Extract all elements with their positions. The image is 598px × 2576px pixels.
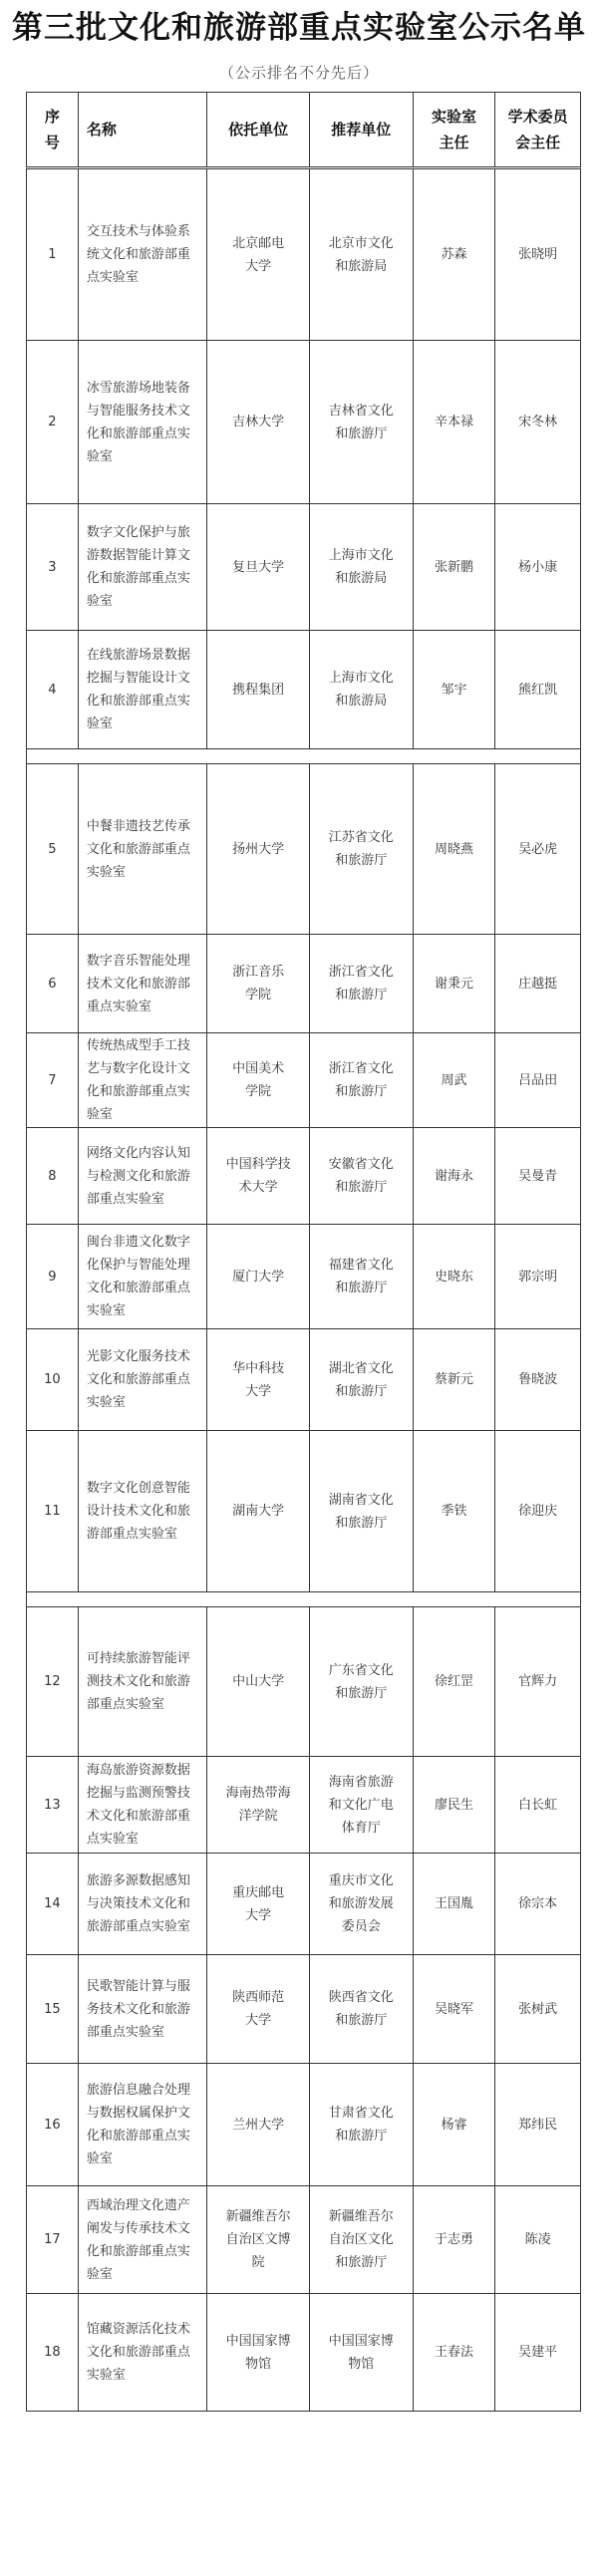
lab-director-cell-text: 蔡新元 [434, 1372, 473, 1387]
lab-director-cell [414, 2186, 496, 2293]
row-number-cell-text: 15 [44, 2001, 61, 2017]
lab-list-table [26, 92, 581, 2412]
lab-name-cell-text: 数字文化保护与旅游数据智能计算文化和旅游部重点实验室 [86, 525, 190, 609]
row-number-cell [27, 504, 79, 630]
recommending-unit-cell-text: 北京市文化 和旅游局 [328, 235, 394, 274]
row-number-cell [27, 1607, 79, 1756]
recommending-unit-cell [310, 1607, 414, 1756]
host-unit-cell-text: 兰州大学 [232, 2117, 285, 2133]
table-row [26, 1225, 581, 1329]
lab-director-cell [414, 1757, 496, 1853]
committee-chair-cell [495, 1854, 580, 1954]
row-number-cell [27, 764, 79, 934]
lab-director-cell-text: 杨睿 [441, 2117, 467, 2133]
lab-director-cell [414, 2064, 496, 2185]
table-row [26, 341, 581, 504]
table-row [26, 764, 581, 935]
table-row [26, 504, 581, 631]
host-unit-cell-text: 中国国家博 物馆 [225, 2333, 291, 2372]
lab-director-cell [414, 1128, 496, 1224]
committee-chair-cell [495, 764, 580, 934]
committee-chair-cell [495, 2064, 580, 2185]
committee-chair-cell [495, 1757, 580, 1853]
row-number-cell [27, 2294, 79, 2411]
committee-chair-cell [495, 1431, 580, 1591]
recommending-unit-cell-text: 江苏省文化 和旅游厅 [328, 830, 394, 868]
row-number-cell-text: 12 [44, 1674, 61, 1689]
host-unit-cell-text: 扬州大学 [232, 841, 285, 857]
host-unit-cell-text: 陕西师范 大学 [232, 1990, 285, 2028]
recommending-unit-cell-text: 中国国家博 物馆 [328, 2333, 394, 2372]
host-unit-cell [207, 1955, 310, 2063]
recommending-unit-cell [310, 1329, 414, 1430]
lab-director-cell [414, 631, 496, 748]
host-unit-cell-text: 重庆邮电 大学 [232, 1884, 285, 1923]
lab-name-cell [79, 2294, 208, 2411]
recommending-unit-cell [310, 341, 414, 503]
lab-name-cell [79, 935, 208, 1032]
row-number-cell-text: 18 [44, 2345, 61, 2360]
lab-director-cell-text: 王春法 [434, 2345, 473, 2360]
row-number-cell-text: 9 [48, 1269, 57, 1285]
lab-director-cell-text: 于志勇 [434, 2232, 473, 2247]
header-recommending-unit [310, 93, 414, 166]
committee-chair-cell [495, 1329, 580, 1430]
host-unit-cell [207, 631, 310, 748]
row-number-cell-text: 11 [44, 1504, 61, 1519]
lab-name-cell-text: 交互技术与体验系统文化和旅游部重点实验室 [86, 224, 190, 285]
host-unit-cell [207, 935, 310, 1032]
recommending-unit-cell-text: 新疆维吾尔 自治区文化 和旅游厅 [328, 2209, 394, 2270]
header-committee-chair-text: 学术委员 会主任 [507, 108, 568, 151]
table-row [26, 631, 581, 749]
recommending-unit-cell-text: 陕西省文化 和旅游厅 [328, 1990, 394, 2028]
committee-chair-cell-text: 鲁晓波 [518, 1372, 558, 1387]
lab-name-cell-text: 馆藏资源活化技术文化和旅游部重点实验室 [86, 2322, 190, 2383]
committee-chair-cell [495, 1128, 580, 1224]
lab-name-cell [79, 1033, 208, 1127]
host-unit-cell [207, 1607, 310, 1756]
recommending-unit-cell [310, 764, 414, 934]
lab-director-cell-text: 谢海永 [434, 1168, 473, 1184]
committee-chair-cell [495, 2294, 580, 2411]
recommending-unit-cell-text: 上海市文化 和旅游局 [328, 548, 394, 586]
host-unit-cell-text: 海南热带海 洋学院 [225, 1786, 291, 1824]
host-unit-cell-text: 浙江音乐 学院 [232, 965, 285, 1002]
lab-director-cell [414, 504, 496, 630]
host-unit-cell [207, 1329, 310, 1430]
row-number-cell [27, 1033, 79, 1127]
table-row [26, 1757, 581, 1854]
lab-director-cell [414, 764, 496, 934]
lab-name-cell [79, 1854, 208, 1954]
table-header-row [26, 93, 581, 169]
row-number-cell [27, 169, 79, 340]
lab-name-cell [79, 1955, 208, 2063]
lab-name-cell [79, 1607, 208, 1756]
recommending-unit-cell [310, 169, 414, 340]
lab-name-cell-text: 网络文化内容认知与检测文化和旅游部重点实验室 [86, 1145, 190, 1207]
committee-chair-cell-text: 张晓明 [518, 247, 558, 262]
row-number-cell-text: 6 [48, 976, 57, 992]
host-unit-cell-text: 携程集团 [232, 682, 285, 698]
lab-director-cell-text: 吴晓军 [434, 2001, 473, 2017]
lab-director-cell [414, 1854, 496, 1954]
lab-director-cell [414, 1225, 496, 1328]
lab-director-cell-text: 徐红罡 [434, 1674, 473, 1689]
recommending-unit-cell [310, 1757, 414, 1853]
recommending-unit-cell [310, 631, 414, 748]
committee-chair-cell-text: 郑纬民 [518, 2117, 558, 2133]
host-unit-cell [207, 1757, 310, 1853]
row-number-cell [27, 1757, 79, 1853]
page-title: 第三批文化和旅游部重点实验室公示名单 [12, 10, 586, 46]
row-number-cell [27, 2186, 79, 2293]
row-number-cell-text: 3 [48, 559, 57, 575]
page-subtitle: （公示排名不分先后） [218, 64, 379, 82]
lab-name-cell-text: 光影文化服务技术文化和旅游部重点实验室 [86, 1349, 190, 1410]
header-lab-name [79, 93, 208, 166]
recommending-unit-cell [310, 935, 414, 1032]
host-unit-cell-text: 吉林大学 [232, 415, 285, 429]
committee-chair-cell-text: 杨小康 [518, 559, 558, 575]
lab-director-cell [414, 1607, 496, 1756]
lab-director-cell [414, 1329, 496, 1430]
host-unit-cell-text: 复旦大学 [232, 559, 285, 575]
lab-name-cell [79, 1757, 208, 1853]
committee-chair-cell [495, 1033, 580, 1127]
lab-name-cell [79, 1128, 208, 1224]
host-unit-cell-text: 厦门大学 [232, 1269, 285, 1285]
lab-name-cell [79, 1225, 208, 1328]
section-gap [26, 1592, 581, 1606]
row-number-cell-text: 13 [44, 1797, 61, 1813]
host-unit-cell-text: 北京邮电 大学 [232, 235, 285, 274]
lab-name-cell [79, 1431, 208, 1591]
table-row [26, 2186, 581, 2294]
committee-chair-cell-text: 庄越挺 [518, 976, 558, 992]
lab-director-cell [414, 2294, 496, 2411]
table-section [26, 1606, 581, 2412]
lab-director-cell-text: 苏森 [441, 247, 467, 262]
header-row-number [27, 93, 79, 166]
lab-name-cell [79, 2186, 208, 2293]
host-unit-cell-text: 中山大学 [232, 1674, 285, 1689]
host-unit-cell [207, 169, 310, 340]
lab-director-cell-text: 史晓东 [434, 1269, 473, 1285]
lab-director-cell-text: 周晓燕 [434, 841, 473, 857]
committee-chair-cell [495, 1607, 580, 1756]
committee-chair-cell-text: 陈凌 [524, 2232, 551, 2247]
header-lab-director-text: 实验室 主任 [431, 108, 476, 151]
row-number-cell-text: 4 [48, 682, 57, 698]
committee-chair-cell [495, 935, 580, 1032]
lab-director-cell-text: 张新鹏 [434, 559, 473, 575]
recommending-unit-cell [310, 1431, 414, 1591]
lab-name-cell-text: 数字文化创意智能设计技术文化和旅游部重点实验室 [86, 1481, 190, 1542]
recommending-unit-cell-text: 安徽省文化 和旅游厅 [328, 1157, 394, 1195]
lab-name-cell-text: 在线旅游场景数据挖掘与智能设计文化和旅游部重点实验室 [86, 648, 190, 731]
committee-chair-cell [495, 169, 580, 340]
committee-chair-cell-text: 吴必虎 [518, 841, 558, 857]
committee-chair-cell [495, 341, 580, 503]
lab-director-cell-text: 廖民生 [434, 1797, 473, 1813]
recommending-unit-cell [310, 2186, 414, 2293]
table-row [26, 1128, 581, 1225]
lab-director-cell [414, 1431, 496, 1591]
committee-chair-cell-text: 宋冬林 [518, 415, 558, 429]
committee-chair-cell [495, 504, 580, 630]
row-number-cell [27, 1854, 79, 1954]
row-number-cell [27, 1955, 79, 2063]
row-number-cell-text: 5 [48, 841, 57, 857]
table-row [26, 1033, 581, 1128]
row-number-cell [27, 1225, 79, 1328]
host-unit-cell-text: 中国科学技 术大学 [225, 1157, 291, 1195]
row-number-cell [27, 1128, 79, 1224]
committee-chair-cell-text: 吴建平 [518, 2345, 558, 2360]
host-unit-cell [207, 2064, 310, 2185]
table-section [26, 92, 581, 749]
recommending-unit-cell-text: 湖南省文化 和旅游厅 [328, 1492, 394, 1531]
committee-chair-cell-text: 白长虹 [518, 1797, 558, 1813]
row-number-cell-text: 7 [48, 1072, 57, 1088]
lab-name-cell [79, 341, 208, 503]
lab-name-cell [79, 631, 208, 748]
recommending-unit-cell-text: 浙江省文化 和旅游厅 [328, 1061, 394, 1099]
host-unit-cell [207, 1431, 310, 1591]
recommending-unit-cell [310, 1955, 414, 2063]
lab-director-cell-text: 季铁 [441, 1504, 467, 1519]
host-unit-cell-text: 华中科技 大学 [232, 1360, 285, 1399]
row-number-cell [27, 341, 79, 503]
host-unit-cell [207, 2294, 310, 2411]
row-number-cell-text: 16 [44, 2117, 61, 2133]
recommending-unit-cell-text: 上海市文化 和旅游局 [328, 671, 394, 709]
recommending-unit-cell [310, 1128, 414, 1224]
lab-name-cell-text: 闽台非遗文化数字化保护与智能处理文化和旅游部重点实验室 [86, 1235, 190, 1318]
recommending-unit-cell-text: 广东省文化 和旅游厅 [328, 1662, 394, 1701]
header-recommending-unit-text: 推荐单位 [331, 121, 392, 139]
row-number-cell-text: 10 [44, 1372, 61, 1387]
committee-chair-cell-text: 熊红凯 [518, 682, 558, 698]
lab-name-cell [79, 2064, 208, 2185]
lab-name-cell-text: 数字音乐智能处理技术文化和旅游部重点实验室 [86, 953, 190, 1014]
table-row [26, 2294, 581, 2412]
host-unit-cell [207, 341, 310, 503]
row-number-cell-text: 1 [48, 247, 57, 262]
recommending-unit-cell-text: 甘肃省文化 和旅游厅 [328, 2106, 394, 2144]
table-row [26, 2064, 581, 2186]
committee-chair-cell [495, 1225, 580, 1328]
row-number-cell-text: 8 [48, 1168, 57, 1184]
committee-chair-cell-text: 官辉力 [518, 1674, 558, 1689]
header-lab-name-text: 名称 [86, 121, 117, 139]
row-number-cell-text: 2 [48, 415, 57, 429]
row-number-cell [27, 935, 79, 1032]
recommending-unit-cell [310, 2064, 414, 2185]
committee-chair-cell-text: 吕品田 [518, 1072, 558, 1088]
host-unit-cell-text: 新疆维吾尔 自治区文博 院 [225, 2209, 291, 2270]
host-unit-cell-text: 中国美术 学院 [232, 1061, 285, 1099]
lab-name-cell [79, 504, 208, 630]
lab-director-cell [414, 935, 496, 1032]
lab-name-cell-text: 可持续旅游智能评测技术文化和旅游部重点实验室 [86, 1651, 190, 1712]
lab-director-cell-text: 王国胤 [434, 1896, 473, 1911]
host-unit-cell [207, 504, 310, 630]
header-host-unit-text: 依托单位 [228, 121, 289, 139]
host-unit-cell-text: 湖南大学 [232, 1504, 285, 1519]
header-row-number-text: 序 号 [44, 108, 60, 151]
host-unit-cell [207, 1225, 310, 1328]
row-number-cell [27, 1329, 79, 1430]
lab-director-cell-text: 邹宇 [441, 682, 467, 698]
recommending-unit-cell-text: 吉林省文化 和旅游厅 [328, 403, 394, 441]
committee-chair-cell [495, 1955, 580, 2063]
lab-name-cell-text: 传统热成型手工技艺与数字化设计文化和旅游部重点实验室 [86, 1038, 190, 1122]
lab-director-cell [414, 169, 496, 340]
header-host-unit [207, 93, 310, 166]
recommending-unit-cell [310, 2294, 414, 2411]
table-section [26, 763, 581, 1592]
recommending-unit-cell [310, 504, 414, 630]
table-row [26, 1854, 581, 1955]
host-unit-cell [207, 1854, 310, 1954]
recommending-unit-cell-text: 湖北省文化 和旅游厅 [328, 1360, 394, 1399]
row-number-cell [27, 631, 79, 748]
table-row [26, 169, 581, 341]
committee-chair-cell [495, 2186, 580, 2293]
header-lab-director [414, 93, 496, 166]
recommending-unit-cell [310, 1854, 414, 1954]
lab-director-cell-text: 辛本禄 [434, 415, 473, 429]
lab-director-cell-text: 谢秉元 [434, 976, 473, 992]
lab-name-cell-text: 西域治理文化遗产阐发与传承技术文化和旅游部重点实验室 [86, 2197, 190, 2282]
header-committee-chair [495, 93, 580, 166]
recommending-unit-cell-text: 重庆市文化 和旅游发展 委员会 [328, 1873, 394, 1934]
host-unit-cell [207, 764, 310, 934]
committee-chair-cell-text: 张树武 [518, 2001, 558, 2017]
table-row [26, 1431, 581, 1592]
host-unit-cell [207, 1033, 310, 1127]
host-unit-cell [207, 2186, 310, 2293]
row-number-cell [27, 1431, 79, 1591]
row-number-cell [27, 2064, 79, 2185]
table-row [26, 935, 581, 1033]
lab-name-cell-text: 旅游多源数据感知与决策技术文化和旅游部重点实验室 [86, 1873, 190, 1934]
host-unit-cell [207, 1128, 310, 1224]
table-row [26, 1329, 581, 1431]
committee-chair-cell-text: 徐宗本 [518, 1896, 558, 1911]
committee-chair-cell-text: 吴曼青 [518, 1168, 558, 1184]
lab-name-cell-text: 冰雪旅游场地装备与智能服务技术文化和旅游部重点实验室 [86, 380, 190, 464]
committee-chair-cell-text: 徐迎庆 [518, 1504, 558, 1519]
recommending-unit-cell-text: 海南省旅游 和文化广电 体育厅 [328, 1774, 394, 1836]
recommending-unit-cell [310, 1033, 414, 1127]
row-number-cell-text: 17 [44, 2232, 61, 2247]
lab-director-cell-text: 周武 [441, 1072, 467, 1088]
committee-chair-cell [495, 631, 580, 748]
lab-name-cell [79, 169, 208, 340]
table-row [26, 1607, 581, 1757]
recommending-unit-cell [310, 1225, 414, 1328]
section-gap [26, 749, 581, 763]
lab-director-cell [414, 1955, 496, 2063]
lab-director-cell [414, 1033, 496, 1127]
lab-name-cell [79, 1329, 208, 1430]
row-number-cell-text: 14 [44, 1896, 61, 1911]
lab-name-cell [79, 764, 208, 934]
committee-chair-cell-text: 郭宗明 [518, 1269, 558, 1285]
recommending-unit-cell-text: 浙江省文化 和旅游厅 [328, 965, 394, 1002]
recommending-unit-cell-text: 福建省文化 和旅游厅 [328, 1258, 394, 1295]
table-row [26, 1955, 581, 2064]
lab-director-cell [414, 341, 496, 503]
lab-name-cell-text: 民歌智能计算与服务技术文化和旅游部重点实验室 [86, 1978, 190, 2040]
lab-name-cell-text: 中餐非遗技艺传承文化和旅游部重点实验室 [86, 818, 190, 880]
lab-name-cell-text: 旅游信息融合处理与数据权属保护文化和旅游部重点实验室 [86, 2083, 190, 2166]
lab-name-cell-text: 海岛旅游资源数据挖掘与监测预警技术文化和旅游部重点实验室 [86, 1763, 190, 1847]
